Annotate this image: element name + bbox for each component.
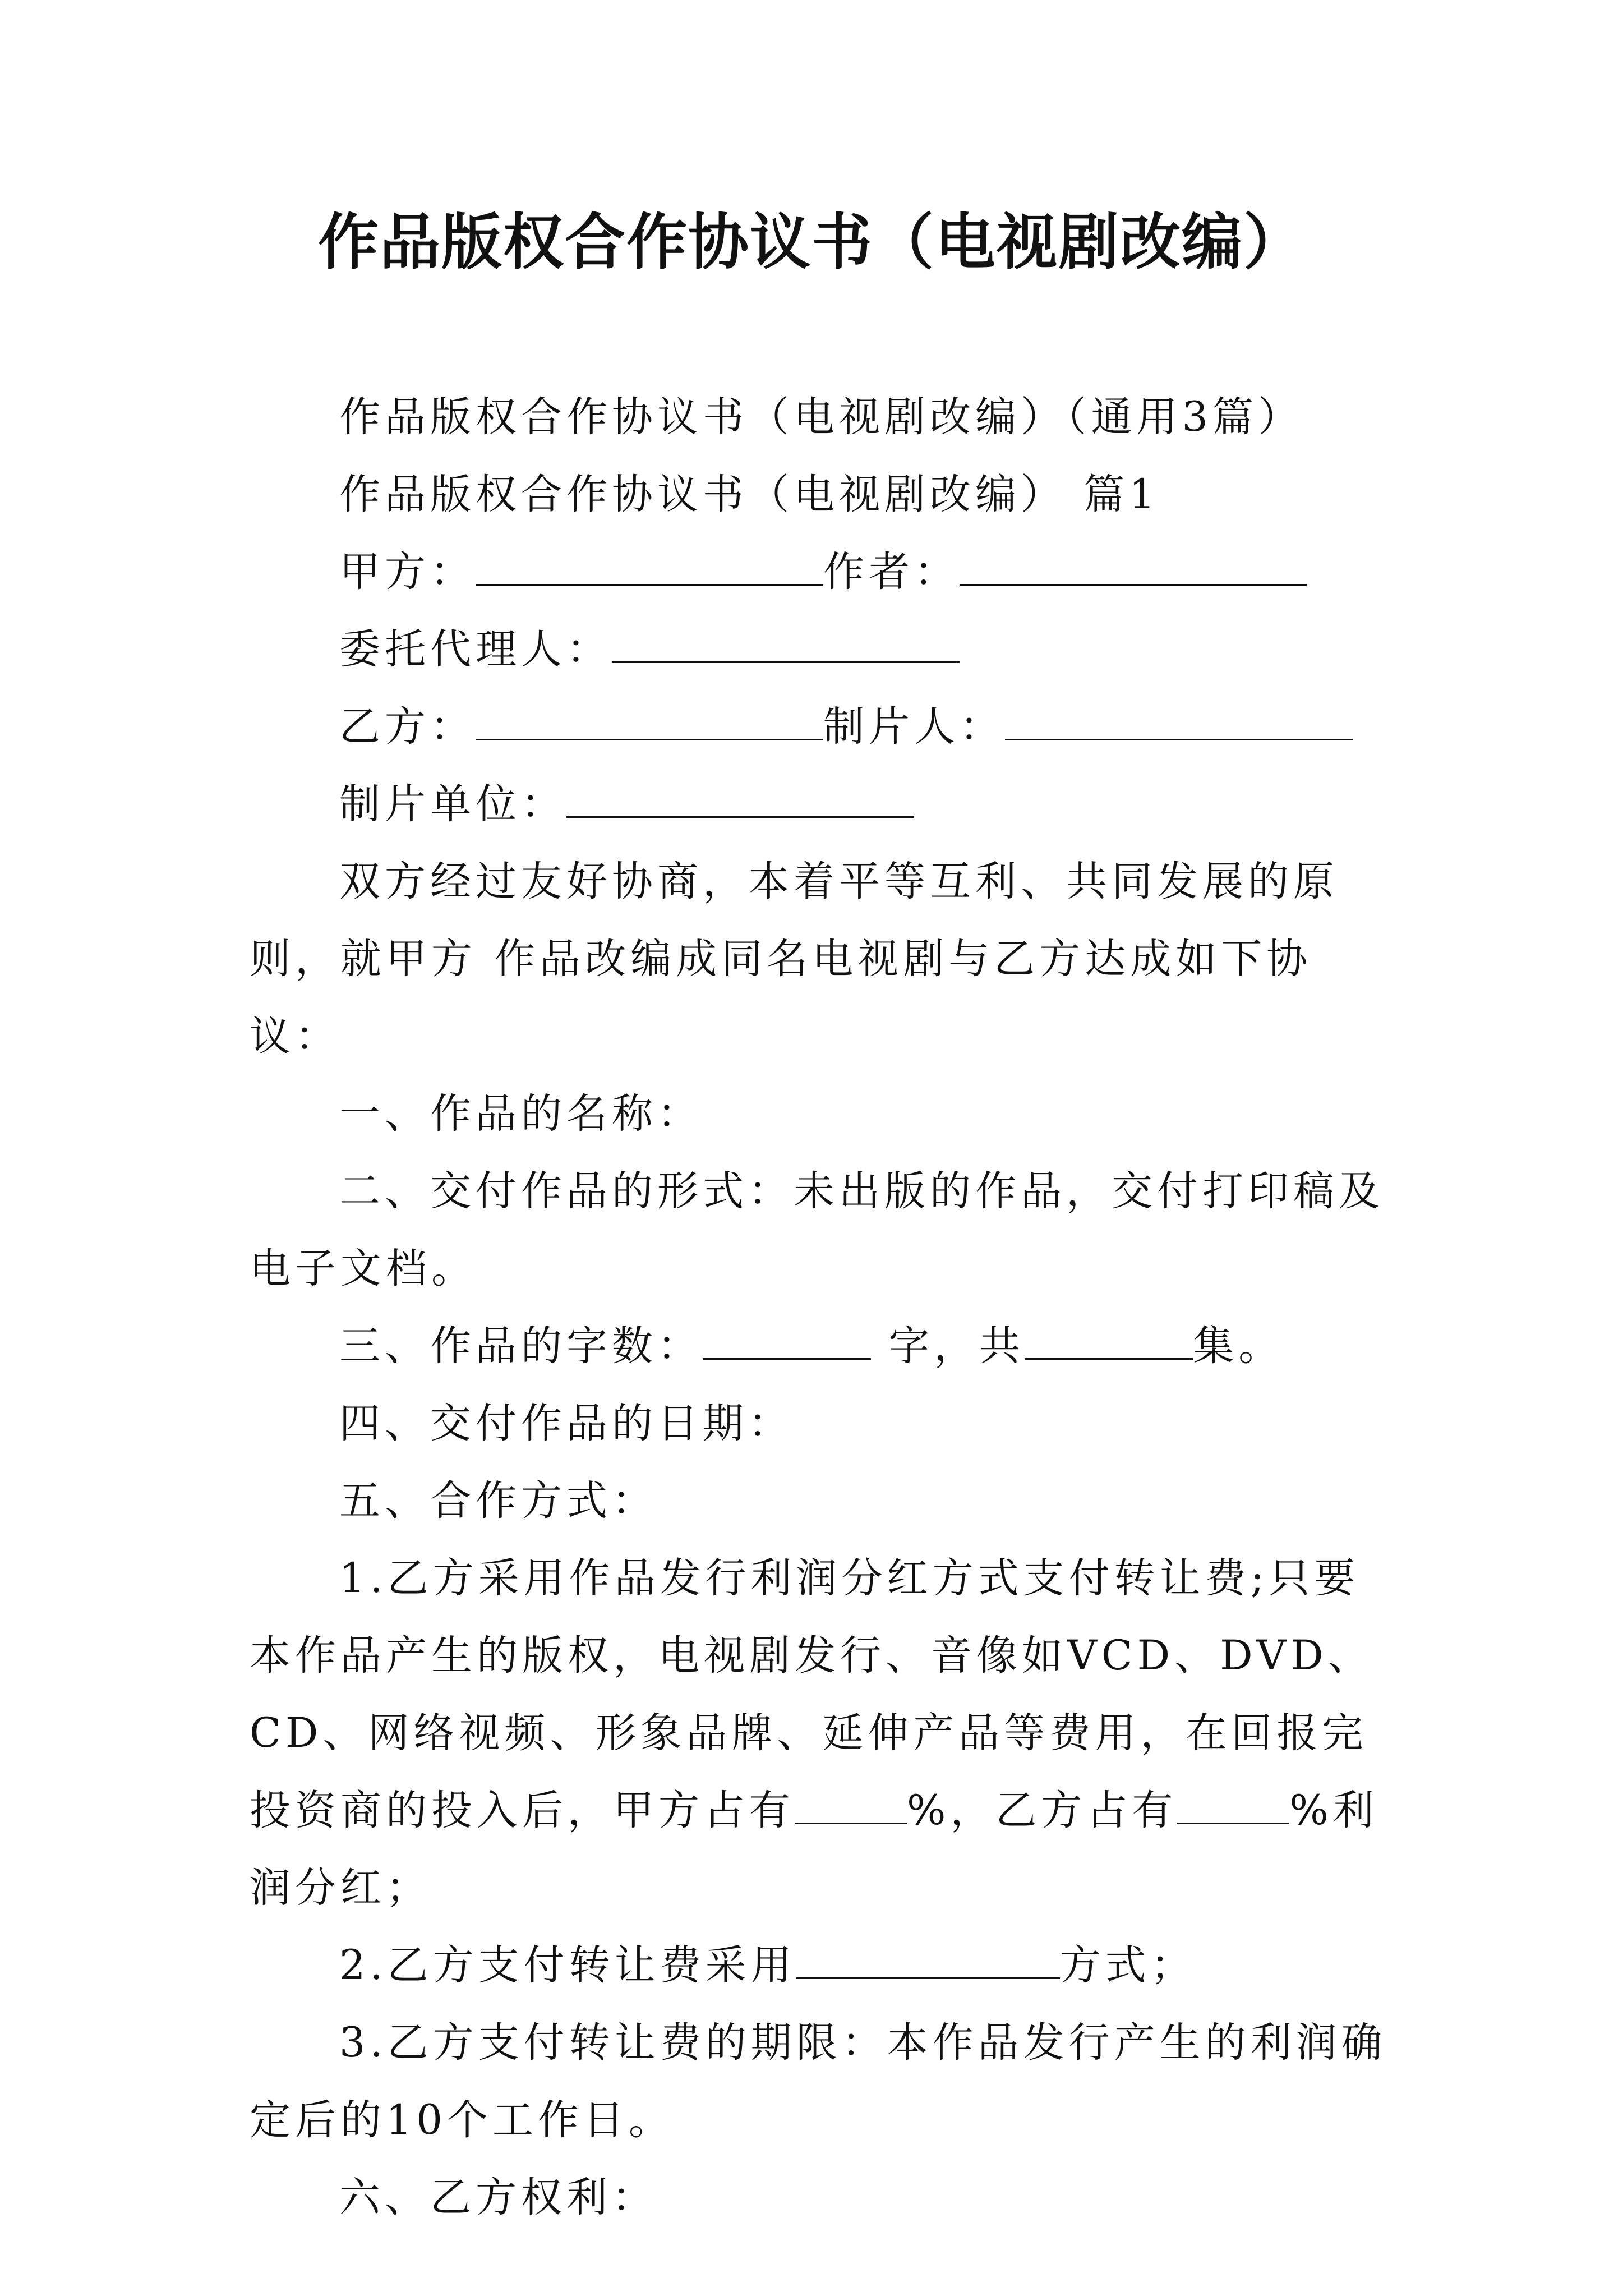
payment-method-blank bbox=[796, 1977, 1060, 1979]
party-a-share-blank bbox=[795, 1822, 907, 1824]
part-heading: 作品版权合作协议书（电视剧改编） 篇1 bbox=[339, 471, 1160, 518]
agent-label: 委托代理人： bbox=[339, 625, 612, 673]
clause-3-prefix: 三、作品的字数： bbox=[339, 1322, 703, 1370]
clause-4: 四、交付作品的日期： bbox=[339, 1400, 794, 1447]
word-count-blank bbox=[703, 1358, 871, 1360]
unit-line bbox=[250, 766, 1394, 843]
clause-3-suffix: 集。 bbox=[1193, 1322, 1284, 1370]
producer-blank bbox=[1005, 738, 1353, 740]
unit-label: 制片单位： bbox=[339, 780, 566, 828]
party-a-blank bbox=[476, 583, 823, 586]
item-1-prefix: 1.乙方采用作品发行利润分红方式支付转让费;只要本作品产生的版权，电视剧发行、音像如VCD、DVD、CD、网络视频、形象品牌、延伸产品等费用，在回报完投资商的投入后，甲方占有 bbox=[250, 1554, 1373, 1834]
item-2-prefix: 2.乙方支付转让费采用 bbox=[339, 1941, 796, 1989]
unit-blank bbox=[566, 816, 914, 818]
producer-label: 制片人： bbox=[823, 703, 1005, 751]
party-b-label: 乙方： bbox=[339, 703, 476, 751]
item-1 bbox=[250, 1540, 1394, 1927]
item-2 bbox=[250, 1927, 1394, 2004]
author-blank bbox=[960, 583, 1307, 586]
intro-paragraph: 双方经过友好协商，本着平等互利、共同发展的原则，就甲方 作品改编成同名电视剧与乙方达成如下协议： bbox=[250, 858, 1339, 1060]
subtitle: 作品版权合作协议书（电视剧改编）（通用3篇） bbox=[339, 393, 1303, 441]
document-title: 作品版权合作协议书（电视剧改编） bbox=[317, 207, 1305, 278]
party-b-line bbox=[250, 688, 1394, 766]
clause-6: 六、乙方权利： bbox=[339, 2174, 657, 2221]
item-1-mid: %，乙方占有 bbox=[907, 1787, 1178, 1834]
item-2-suffix: 方式； bbox=[1059, 1941, 1196, 1989]
clause-1: 一、作品的名称： bbox=[339, 1090, 703, 1138]
agent-line bbox=[250, 611, 1394, 688]
episode-count-blank bbox=[1025, 1358, 1193, 1360]
item-1-suffix: %利润分红； bbox=[250, 1787, 1378, 1912]
party-a-line bbox=[250, 533, 1394, 611]
clause-3-mid: 字，共 bbox=[871, 1322, 1025, 1370]
clause-2: 二、交付作品的形式：未出版的作品，交付打印稿及电子文档。 bbox=[250, 1167, 1384, 1292]
document-body bbox=[250, 379, 1394, 2237]
author-label: 作者： bbox=[823, 548, 960, 596]
agent-blank bbox=[612, 661, 960, 663]
clause-3 bbox=[250, 1308, 1394, 1385]
party-b-share-blank bbox=[1177, 1822, 1289, 1824]
party-b-blank bbox=[476, 738, 823, 740]
clause-5: 五、合作方式： bbox=[339, 1477, 657, 1525]
item-3: 3.乙方支付转让费的期限：本作品发行产生的利润确定后的10个工作日。 bbox=[250, 2019, 1387, 2144]
party-a-label: 甲方： bbox=[339, 548, 476, 596]
